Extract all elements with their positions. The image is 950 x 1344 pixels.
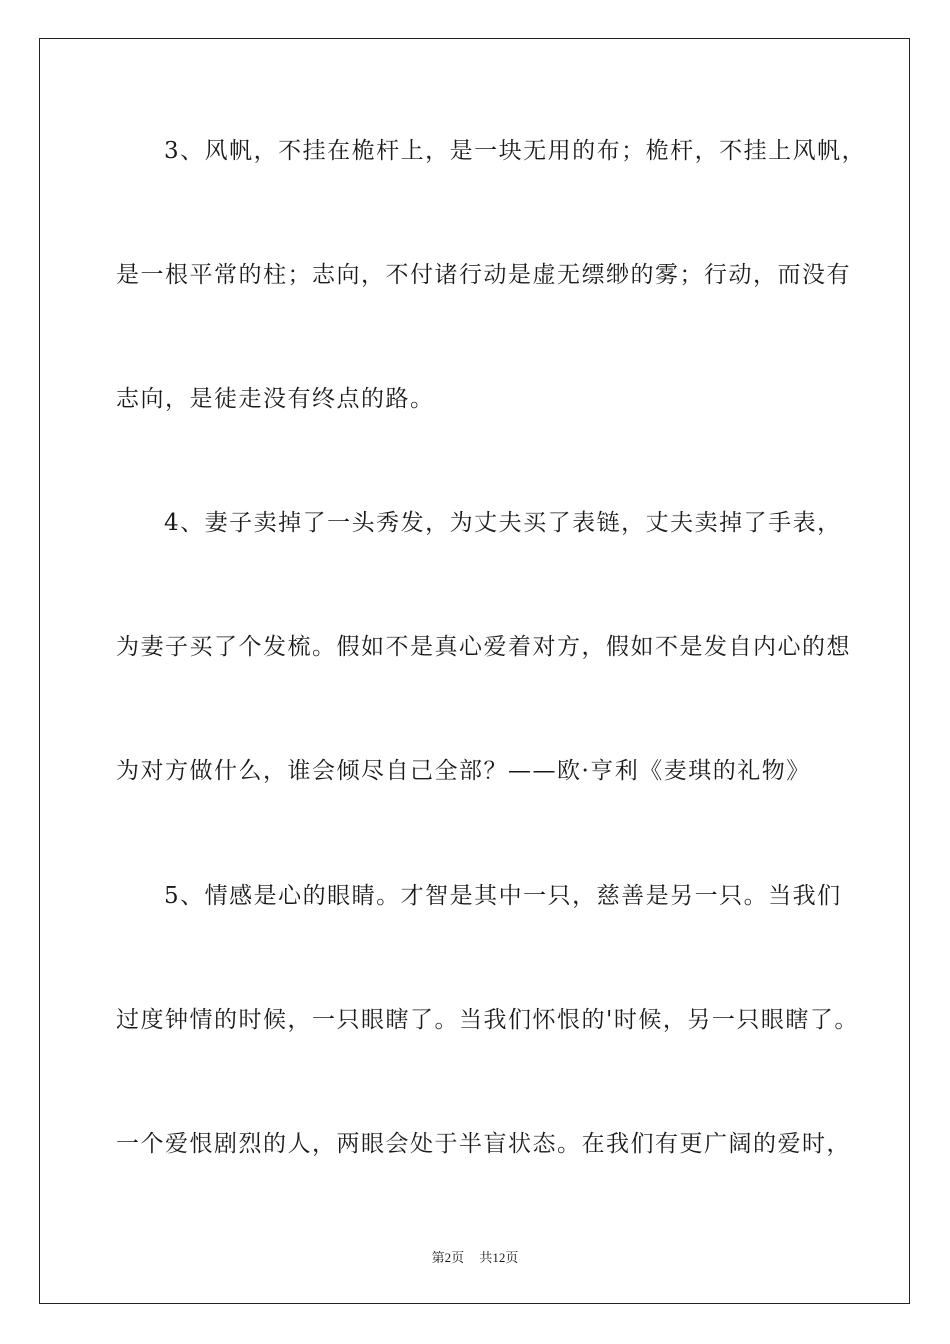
paragraph-4-line-2: 为妻子买了个发梳。假如不是真心爱着对方，假如不是发自内心的想 — [116, 634, 851, 660]
page-footer — [0, 1247, 950, 1266]
paragraph-3-line-2: 是一根平常的柱；志向，不付诸行动是虚无缥缈的雾；行动，而没有 — [116, 262, 851, 288]
total-pages: 共12页 — [479, 1250, 519, 1265]
paragraph-3-line-1: 3、风帆，不挂在桅杆上，是一块无用的布；桅杆，不挂上风帆， — [164, 138, 867, 164]
paragraph-4-line-1: 4、妻子卖掉了一头秀发，为丈夫买了表链，丈夫卖掉了手表， — [164, 510, 842, 536]
paragraph-5-line-3: 一个爱恨剧烈的人，两眼会处于半盲状态。在我们有更广阔的爱时， — [116, 1131, 851, 1157]
paragraph-3-line-3: 志向，是徒走没有终点的路。 — [116, 386, 435, 412]
page-number: 第2页 — [431, 1250, 465, 1265]
paragraph-4-line-3: 为对方做什么，谁会倾尽自己全部？——欧·亨利《麦琪的礼物》 — [116, 758, 811, 784]
paragraph-5-line-1: 5、情感是心的眼睛。才智是其中一只，慈善是另一只。当我们 — [164, 883, 842, 909]
page-border — [39, 38, 910, 1304]
paragraph-5-line-2: 过度钟情的时候，一只眼瞎了。当我们怀恨的'时候，另一只眼瞎了。 — [116, 1007, 859, 1033]
